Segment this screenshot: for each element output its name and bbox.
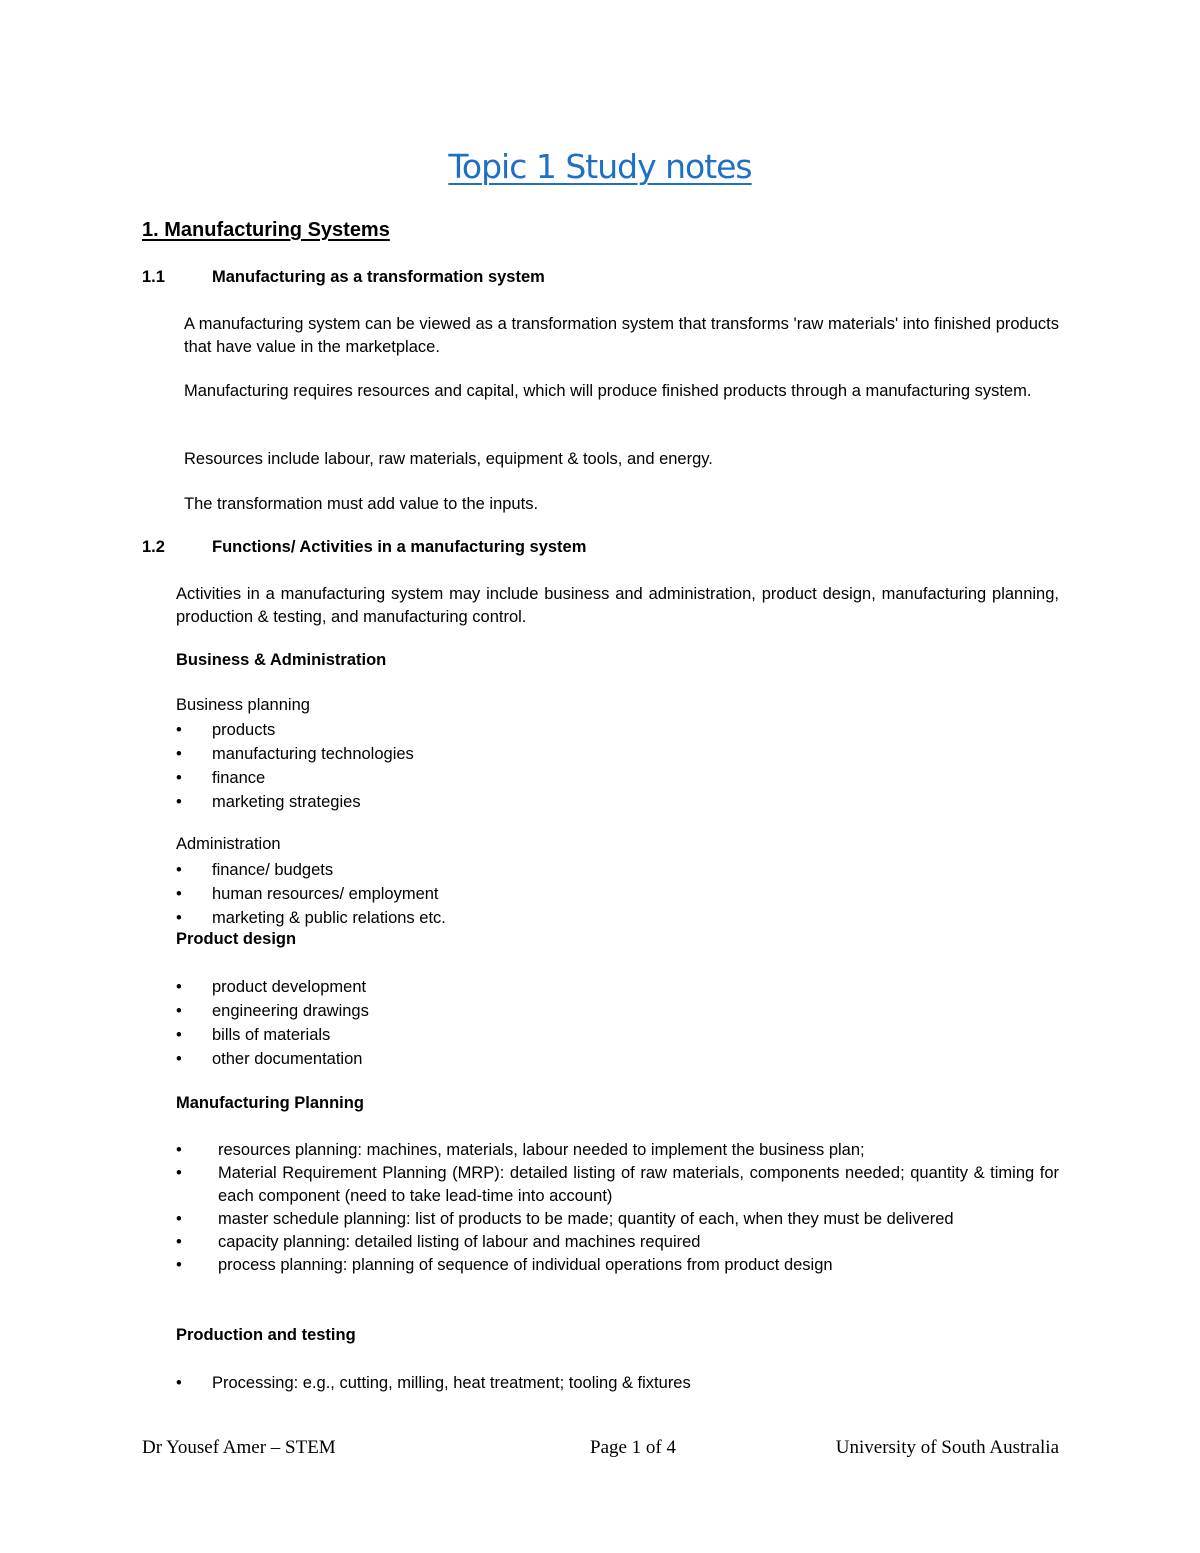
list-item: • resources planning: machines, materials, labour needed to implement the business plan; [176, 1139, 1059, 1162]
bullet-icon: • [176, 721, 182, 739]
list-item: • process planning: planning of sequence of individual operations from product design [176, 1254, 1059, 1277]
list-item: • manufacturing technologies [176, 742, 1056, 766]
bullet-icon: • [176, 1233, 182, 1251]
product-design-heading: Product design [176, 930, 297, 948]
paragraph: A manufacturing system can be viewed as a transformation system that transforms 'raw materials' into finished products that have value in the marketplace. [184, 315, 1059, 356]
list-item: • product development [176, 975, 1056, 999]
bullet-icon: • [176, 885, 182, 903]
subsection-number-1-2: 1.2 [142, 538, 165, 556]
page-title: Topic 1 Study notes [448, 147, 752, 186]
bullet-icon: • [176, 1210, 182, 1228]
list-item: • engineering drawings [176, 999, 1056, 1023]
list-item: • marketing & public relations etc. [176, 906, 1056, 930]
bullet-icon: • [176, 861, 182, 879]
bullet-icon: • [176, 978, 182, 996]
bullet-icon: • [176, 1002, 182, 1020]
bullet-icon: • [176, 1164, 182, 1182]
footer-page-number: Page 1 of 4 [590, 1437, 677, 1458]
bullet-icon: • [176, 769, 182, 787]
list-item: • Processing: e.g., cutting, milling, heat treatment; tooling & fixtures [176, 1371, 1056, 1395]
footer-author: Dr Yousef Amer – STEM [142, 1437, 336, 1458]
list-item: • other documentation [176, 1047, 1056, 1071]
bullet-icon: • [176, 1256, 182, 1274]
business-planning-label: Business planning [176, 696, 310, 714]
list-item: • finance/ budgets [176, 858, 1056, 882]
paragraph: Resources include labour, raw materials, equipment & tools, and energy. [184, 450, 713, 468]
bullet-icon: • [176, 909, 182, 927]
subsection-title-1-2: Functions/ Activities in a manufacturing system [212, 538, 587, 556]
paragraph: Manufacturing requires resources and capital, which will produce finished products through a manufacturing system. [184, 382, 1032, 400]
administration-list [176, 858, 1056, 930]
paragraph: Activities in a manufacturing system may include business and administration, product design, manufacturing planning, production & testing, and manufacturing control. [176, 585, 1059, 626]
list-item: • master schedule planning: list of products to be made; quantity of each, when they must be delivered [176, 1208, 1059, 1231]
list-item: • capacity planning: detailed listing of labour and machines required [176, 1231, 1059, 1254]
list-item: • bills of materials [176, 1023, 1056, 1047]
production-testing-list [176, 1371, 1056, 1395]
subsection-number-1-1: 1.1 [142, 268, 165, 286]
bullet-icon: • [176, 1141, 182, 1159]
subsection-title-1-1: Manufacturing as a transformation system [212, 268, 545, 286]
list-item: • Material Requirement Planning (MRP): detailed listing of raw materials, components needed; quantity & timing for each component (need to take lead-time into account) [176, 1164, 1059, 1205]
paragraph: The transformation must add value to the inputs. [184, 495, 539, 513]
bullet-icon: • [176, 1374, 182, 1392]
bullet-icon: • [176, 1026, 182, 1044]
bullet-icon: • [176, 745, 182, 763]
list-item: • human resources/ employment [176, 882, 1056, 906]
footer-institution: University of South Australia [835, 1437, 1059, 1458]
business-admin-heading: Business & Administration [176, 651, 387, 669]
administration-label: Administration [176, 835, 281, 853]
manufacturing-planning-list [176, 1139, 1059, 1277]
bullet-icon: • [176, 793, 182, 811]
list-item: • marketing strategies [176, 790, 1056, 814]
bullet-icon: • [176, 1050, 182, 1068]
section-heading: 1. Manufacturing Systems [142, 219, 390, 241]
manufacturing-planning-heading: Manufacturing Planning [176, 1094, 364, 1112]
business-planning-list [176, 718, 1056, 814]
production-testing-heading: Production and testing [176, 1326, 356, 1344]
product-design-list [176, 975, 1056, 1071]
list-item: • products [176, 718, 1056, 742]
list-item: • finance [176, 766, 1056, 790]
